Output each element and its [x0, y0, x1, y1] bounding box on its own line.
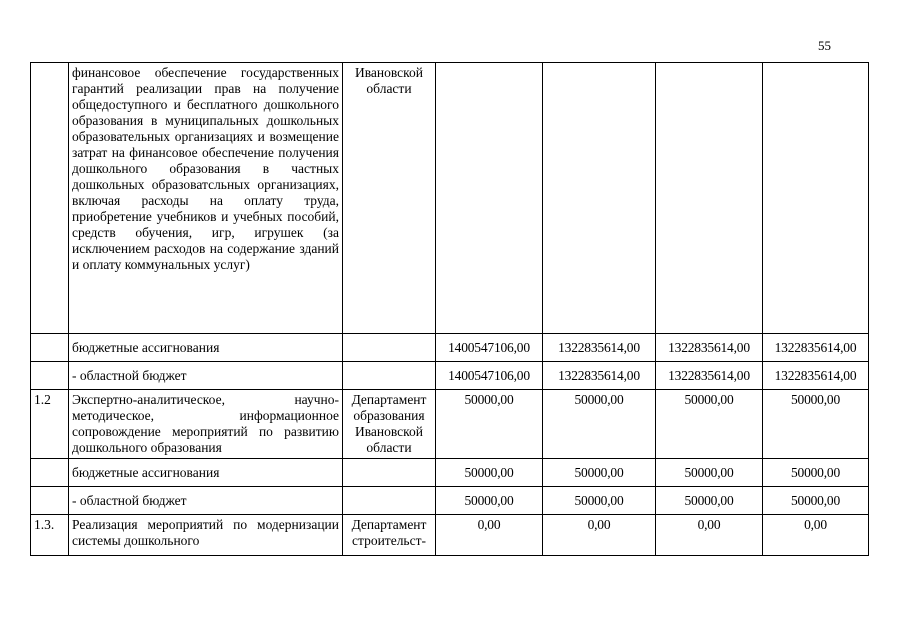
row-value-year-2: 50000,00	[543, 459, 656, 487]
table-row	[31, 63, 869, 334]
row-responsible: Департамент образования Ивановской области	[343, 390, 436, 459]
row-value-year-4: 0,00	[763, 515, 869, 556]
row-description: бюджетные ассигнования	[69, 334, 343, 362]
row-index: 1.2	[31, 390, 69, 459]
row-value-year-3: 1322835614,00	[656, 334, 763, 362]
row-index: 1.3.	[31, 515, 69, 556]
row-index	[31, 362, 69, 390]
row-value-year-1: 50000,00	[436, 487, 543, 515]
row-value-year-3: 50000,00	[656, 390, 763, 459]
row-value-year-3	[656, 63, 763, 334]
row-value-year-4: 50000,00	[763, 459, 869, 487]
row-value-year-1: 1400547106,00	[436, 362, 543, 390]
row-responsible: Департамент строительст-	[343, 515, 436, 556]
row-description: Экспертно-аналитическое, научно-методическое, информационное сопровождение мероприятий по развитию дошкольного образования	[69, 390, 343, 459]
row-value-year-4: 50000,00	[763, 487, 869, 515]
row-value-year-3: 0,00	[656, 515, 763, 556]
row-value-year-4: 1322835614,00	[763, 334, 869, 362]
row-value-year-4: 50000,00	[763, 390, 869, 459]
row-value-year-1: 1400547106,00	[436, 334, 543, 362]
row-responsible	[343, 487, 436, 515]
row-description: - областной бюджет	[69, 487, 343, 515]
row-value-year-1: 50000,00	[436, 459, 543, 487]
row-value-year-2: 50000,00	[543, 487, 656, 515]
row-responsible	[343, 362, 436, 390]
row-description: - областной бюджет	[69, 362, 343, 390]
table-row	[31, 334, 869, 362]
row-responsible	[343, 459, 436, 487]
row-responsible	[343, 334, 436, 362]
row-value-year-2: 1322835614,00	[543, 334, 656, 362]
budget-table	[30, 62, 869, 556]
row-index	[31, 334, 69, 362]
table-row	[31, 362, 869, 390]
row-value-year-3: 1322835614,00	[656, 362, 763, 390]
row-value-year-4: 1322835614,00	[763, 362, 869, 390]
row-value-year-2: 1322835614,00	[543, 362, 656, 390]
row-index	[31, 459, 69, 487]
row-value-year-2	[543, 63, 656, 334]
row-value-year-1: 0,00	[436, 515, 543, 556]
row-value-year-4	[763, 63, 869, 334]
table-row	[31, 390, 869, 459]
row-description: бюджетные ассигнования	[69, 459, 343, 487]
row-value-year-2: 0,00	[543, 515, 656, 556]
row-value-year-3: 50000,00	[656, 459, 763, 487]
table-row	[31, 459, 869, 487]
row-value-year-3: 50000,00	[656, 487, 763, 515]
table-row	[31, 487, 869, 515]
row-value-year-1	[436, 63, 543, 334]
table-row	[31, 515, 869, 556]
row-value-year-2: 50000,00	[543, 390, 656, 459]
row-index	[31, 63, 69, 334]
page-number: 55	[818, 38, 831, 53]
row-description: финансовое обеспечение государственных гарантий реализации прав на получение общедоступного и бесплатного дошкольного образования в муниципальных дошкольных образовательных организациях и возмещение затрат на финансовое обеспечение получения дошкольного образования в частных дошкольных образоватсльных организациях, включая расходы на оплату труда, приобретение учебников и учебных пособий, средств обучения, игр, игрушек (за исключением расходов на содержание зданий и оплату коммунальных услуг)	[69, 63, 343, 334]
row-value-year-1: 50000,00	[436, 390, 543, 459]
row-responsible: Ивановской области	[343, 63, 436, 334]
row-index	[31, 487, 69, 515]
row-description: Реализация мероприятий по модернизации системы дошкольного	[69, 515, 343, 556]
